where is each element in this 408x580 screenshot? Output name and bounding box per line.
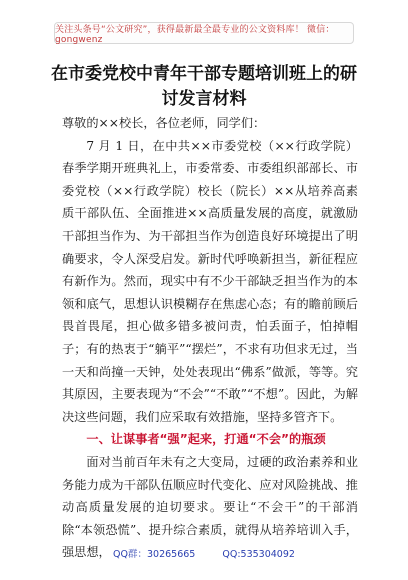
paragraph-1: 7 月 1 日，在中共××市委党校（××行政学院）春季学期开班典礼上，市委常委、市委组织部部长、市委党校（××行政学院）校长（院长）××从培养高素质干部队伍、全面推进××高质量发展的高度，就激励干部担当作为、为干部担当作为创造良好环境提出了明确要求，令人深受启发。新时代呼唤新担当，新征程应有新作为。然而，现实中有不少干部缺乏担当作为的本领和底气，思想认识模糊存在焦虑心态；有的瞻前顾后畏首畏尾，担心做多错多被问责，怕丢面子，怕掉帽子；有的热衷于“躺平”“摆烂”，不求有功但求无过，当一天和尚撞一天钟，处处表现出“佛系”做派，等等。究其原因，主要表现为“不会”“不敢”“不想”。因此，为解决这些问题，我们应采取有效措施，坚持多管齐下。 [62, 138, 358, 424]
section-heading-1: 一、让谋事者“强”起来，打通“不会”的瓶颈 [86, 432, 326, 447]
promo-banner [54, 22, 354, 44]
document-title [40, 62, 368, 112]
document-body [62, 112, 358, 564]
promo-banner-text: 关注头条号“公文研究”，获得最新最全最专业的公文资料库！ 微信：gongwenz [55, 24, 335, 45]
paragraph-2: 面对当前百年未有之大变局，过硬的政治素养和业务能力成为干部队伍顺应时代变化、应对风险挑战、推动高质量发展的迫切要求。要让“不会干”的干部消除“本领恐慌”、提升综合素质，就得从培养培训入手，强思想， [62, 454, 358, 560]
page-footer [0, 546, 408, 560]
document-title-line-1: 在市委党校中青年干部专题培训班上的研 [51, 64, 357, 84]
document-title-line-2: 讨发言材料 [161, 89, 247, 109]
footer-qq: QQ:535304092 [222, 549, 295, 560]
footer-qq-group: QQ群：30265665 [113, 549, 196, 560]
salutation: 尊敬的××校长，各位老师，同学们： [62, 116, 266, 130]
